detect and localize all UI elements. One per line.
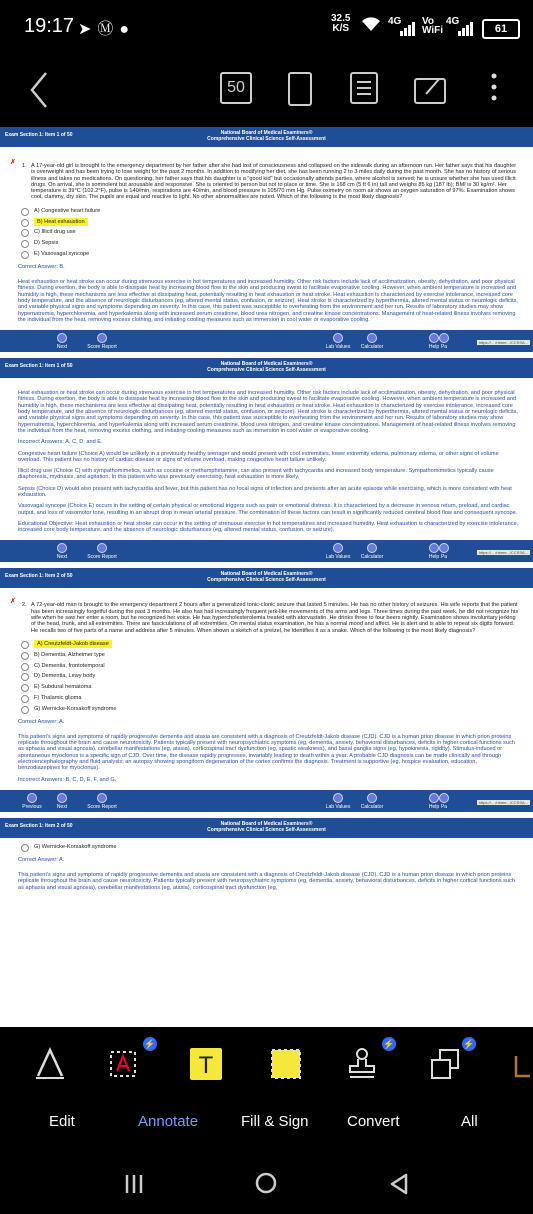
speed-unit: K/S: [332, 23, 350, 34]
option-label: G) Wernicke-Korsakoff syndrome: [34, 843, 117, 850]
correct-answer: Correct Answer: A.: [18, 856, 65, 863]
question-stem: [10, 159, 519, 201]
option-label: D) Dementia, Lewy body: [34, 673, 96, 680]
answer-option[interactable]: [18, 671, 519, 682]
score-report-icon: [97, 333, 107, 343]
pause-button[interactable]: [436, 793, 452, 810]
choice-a-explanation: Congestive heart failure (Choice A) would be unlikely in a previously healthy teenager and would present with cool extremities, lower extremity edema, pulmonary edema, or other signs of volume overload. This patient has no history of cardiac disease or signs of volume overload, making congestive heart failure unlikely.: [18, 450, 499, 463]
page-header: [0, 358, 533, 378]
tab-all[interactable]: All: [461, 1113, 478, 1130]
explanation-paragraph: This patient's signs and symptoms of rapidly progressive dementia and ataxia are consistent with a diagnosis of Creutzfeldt-Jakob disease (CJD). CJD is a human prion disease in which prion proteins replicate throughout the brain and cause neurotoxicity. Patients typically present with neuropsychiatric symptoms (eg, dementia, anxiety, behavioral disturbances, deficits in higher cortical functions such as aphasia and visual agnosia), cerebellar manifestations (eg, ataxia), corticospinal tract dysfunction (eg, spastic weakness), and basal ganglia signs (eg, hypokinesia, rigidity). Stimulus-induced or spontaneous myoclonus is a specific sign of CJD. Over time, the disease rapidly progresses, invariably leading to death within a year. A probable CJD diagnosis can be made clinically and through electroencephalography and fluid analysis; an autopsy showing spongiform degeneration of the cortex confirms the diagnosis. Treatment is supportive (eg, hospice evaluation, education, benzodiazepines for myoclonus).: [18, 733, 515, 772]
pdf-document-view[interactable]: [0, 127, 533, 1027]
home-icon[interactable]: [254, 1171, 278, 1200]
area-highlight-tool-icon[interactable]: [266, 1044, 306, 1084]
nbme-title: National Board of Medical Examiners®: [220, 361, 313, 368]
text-tool-glyph: T: [198, 1052, 214, 1079]
radio-button[interactable]: [21, 219, 29, 227]
clock: 19:17: [24, 15, 75, 37]
radio-button[interactable]: [21, 208, 29, 216]
score-report-button[interactable]: [82, 333, 122, 350]
url-stamp: https://... /nbme.../CCSSA...: [478, 550, 528, 556]
question-number: 2.: [22, 602, 27, 609]
exam-title: [0, 571, 533, 583]
help-label: Help: [428, 803, 440, 810]
correct-answer: Correct Answer: B.: [18, 263, 65, 270]
explanation-paragraph: Heat exhaustion or heat stroke can occur during strenuous exercise in hot temperatures and increased humidity. Other risk factors include lack of acclimatization, obesity, dehydration, and poor physical fitness. During exertion, the body is able to dissipate heat by increasing blood flow to the skin and producing sweat to facilitate evaporative cooling. However, when ambient temperature is increased and humidity is high, these mechanisms are less effective at dissipating heat, potentially resulting in heat exhaustion or heat stroke. Heat exhaustion is characterized by exercise intolerance, increased core body temperature, and the absence of neurologic disturbances (eg, altered mental status, confusion, or seizure). Heat stroke is characterized by hyperthermia, altered mental status or neurologic deficits, and variable physical signs and symptoms depending on severity. In this case, this patient was susceptible to overheating from the environment and her run. Results of laboratory studies may show hypernatremia, hyperchloremia, and hyperkalemia along with increased serum creatinine, blood urea nitrogen, and creatine kinase concentrations. Management of heat-related illness involves removing the individual from the heat, removing excess clothing, and initiating cooling measures such as immersion in cool water or evaporative cooling.: [18, 279, 518, 323]
tab-fill-sign[interactable]: Fill & Sign: [241, 1113, 309, 1130]
nbme-title: National Board of Medical Examiners®: [220, 820, 313, 827]
choice-c-explanation: Illicit drug use (Choice C) with sympathomimetics, such as cocaine or methamphetamine, can also present with tachycardia and increased body temperature. Sympathomimetics typically cause diaphoresis, mydriasis, and agitation. In this patient who was previously exercising, heat exhaustion is more likely.: [18, 468, 494, 481]
speed-value: 32.5: [331, 13, 351, 24]
choice-d-explanation: Sepsis (Choice D) would also present with tachycardia and fever, but this patient has no focal signs of infection and presents after an acute episode while exercising, which is more consistent with heat exhaustion.: [18, 485, 512, 498]
vowifi-label: [422, 17, 443, 35]
share-icon[interactable]: [414, 78, 446, 104]
explanation-paragraph: Heat exhaustion or heat stroke can occur during strenuous exercise in hot temperatures and increased humidity. Other risk factors include lack of acclimatization, obesity, dehydration, and poor physical fitness. During exertion, the body is able to dissipate heat by increasing blood flow to the skin and producing sweat to facilitate evaporative cooling. However, when ambient temperature is increased and humidity is high, these mechanisms are less effective at dissipating heat, potentially resulting in heat exhaustion or heat stroke. Heat exhaustion is characterized by exercise intolerance, increased core body temperature, and the absence of neurologic disturbances (eg, altered mental status, confusion, or seizure). Heat stroke is characterized by hyperthermia, altered mental status or neurologic deficits, and variable physical signs and symptoms depending on severity. In this case, this patient was susceptible to overheating from the environment and her run. Results of laboratory studies may show hypernatremia, hyperchloremia, and hyperkalemia along with increased serum creatinine, blood urea nitrogen, and creatine kinase concentrations. Management of heat-related illness involves removing the individual from the heat, removing excess clothing, and initiating cooling measures such as immersion in cool water or evaporative cooling.: [18, 390, 518, 434]
next-icon: [57, 543, 67, 553]
more-options-icon[interactable]: [490, 72, 498, 102]
option-label: C) Illicit drug use: [34, 229, 76, 236]
option-label: C) Dementia, frontotemporal: [34, 662, 105, 669]
correct-answer: Correct Answer: A.: [18, 718, 65, 725]
exam-title: [0, 821, 533, 833]
pause-icon: [439, 793, 449, 803]
answer-option[interactable]: [18, 650, 519, 661]
bottom-tool-panel: [0, 1027, 533, 1214]
lab-values-label: Lab Values: [325, 554, 351, 561]
page-header: [0, 127, 533, 147]
score-report-button[interactable]: [82, 543, 122, 560]
exam-section-label: Exam Section 1: Item 1 of 50: [5, 363, 73, 370]
lab-values-label: Lab Values: [325, 344, 351, 351]
answer-option-selected[interactable]: [18, 639, 519, 650]
calculator-label: Calculator: [360, 344, 384, 351]
vo-text: Vo: [422, 16, 435, 27]
answer-option-selected[interactable]: [18, 217, 519, 228]
exam-title: [0, 361, 533, 373]
option-label: F) Thalamic glioma: [34, 694, 82, 701]
signal-4g-label: 4G: [388, 16, 402, 27]
option-label: B) Heat exhaustion: [34, 218, 88, 226]
signal-icon-2: [458, 22, 474, 41]
assessment-title: Comprehensive Clinical Science Self-Assessment: [207, 826, 326, 833]
text-box-tool-icon[interactable]: [103, 1044, 143, 1084]
radio-button[interactable]: [21, 652, 29, 660]
signal-icon: [400, 22, 416, 41]
answer-option[interactable]: [18, 249, 519, 260]
incorrect-mark-icon: ✗: [10, 159, 16, 166]
calculator-label: Calculator: [360, 803, 384, 810]
option-label: A) Creutzfeldt-Jakob disease: [34, 640, 112, 648]
radio-button[interactable]: [21, 706, 29, 714]
tab-convert[interactable]: Convert: [347, 1113, 400, 1130]
pdf-page: [0, 818, 533, 898]
url-stamp: https://... /nbme.../CCSSA...: [478, 340, 528, 346]
pause-button[interactable]: [436, 333, 452, 350]
page-header: [0, 568, 533, 588]
radio-button[interactable]: [21, 641, 29, 649]
text-highlight-tool-icon[interactable]: [186, 1044, 226, 1084]
next-label: Next: [56, 803, 68, 810]
option-label: E) Vasovagal syncope: [34, 250, 90, 257]
previous-label: Previous: [22, 803, 42, 810]
wifi-text: WiFi: [422, 25, 444, 36]
next-icon: [57, 333, 67, 343]
tool-badge-icon: ⚡: [144, 1039, 156, 1049]
tool-badge-icon: ⚡: [383, 1039, 395, 1049]
question-number: 1.: [22, 163, 27, 169]
answer-option[interactable]: [18, 704, 519, 715]
option-label: G) Wernicke-Korsakoff syndrome: [34, 705, 117, 712]
exam-title: [0, 130, 533, 142]
score-report-icon: [97, 543, 107, 553]
tab-annotate[interactable]: Annotate: [138, 1113, 199, 1130]
stamp-tool-icon[interactable]: [342, 1044, 382, 1084]
radio-button[interactable]: [21, 229, 29, 237]
lab-values-label: Lab Values: [325, 803, 351, 810]
system-nav-bar: [0, 1157, 533, 1214]
help-label: Help: [428, 344, 440, 351]
assessment-title: Comprehensive Clinical Science Self-Assessment: [207, 136, 326, 142]
next-label: Next: [56, 344, 68, 351]
shape-tool-icon[interactable]: [426, 1044, 466, 1084]
radio-button[interactable]: [21, 251, 29, 259]
next-button[interactable]: [42, 793, 82, 810]
incorrect-mark-icon: ✗: [10, 598, 16, 606]
exam-section-label: Exam Section 1: Item 1 of 50: [5, 132, 73, 138]
calculator-icon: [367, 333, 377, 343]
answer-option[interactable]: [18, 682, 519, 693]
lab-values-icon: [333, 333, 343, 343]
answer-option[interactable]: [18, 661, 519, 672]
nbme-title: National Board of Medical Examiners®: [220, 571, 313, 578]
score-report-label: Score Report: [87, 344, 117, 351]
score-report-label: Score Report: [87, 803, 117, 810]
calculator-button[interactable]: [352, 333, 392, 350]
lab-values-icon: [333, 793, 343, 803]
signal-4g-label-2: 4G: [446, 16, 460, 27]
url-stamp: https://... /nbme.../CCSSA...: [478, 799, 528, 805]
radio-button[interactable]: [21, 695, 29, 703]
pdf-page: [0, 358, 533, 562]
question-stem: [10, 598, 519, 634]
tab-edit[interactable]: Edit: [49, 1113, 75, 1130]
tool-badge-icon: ⚡: [463, 1039, 475, 1049]
radio-button[interactable]: [21, 684, 29, 692]
calculator-button[interactable]: [352, 793, 392, 810]
calculator-label: Calculator: [360, 554, 384, 561]
answer-option[interactable]: [18, 842, 519, 853]
page-footer: [0, 790, 533, 812]
calculator-icon: [367, 543, 377, 553]
help-label: Help: [428, 554, 440, 561]
score-report-label: Score Report: [87, 554, 117, 561]
pen-tool-icon[interactable]: [30, 1044, 70, 1084]
pause-icon: [439, 333, 449, 343]
question-text: A 17-year-old girl is brought to the emergency department by her father after she had lost of consciousness and collapsed on the sidewalk during an afternoon run. Her father says that his daughter is overweight and has been trying to lose weight for the past 2 months. In addition to modifying her diet, she has been running 2 to 3 miles daily during the past month. She has no history of serious illness and takes no medications. On questioning, her father says that his daughter is a "good kid" but occasionally attends parties, where alcohol is served; he is unsure whether she has used illicit drugs. On arrival, she is somnolent but arousable and responsive. She is oriented to person but not to place or time. She is 168 cm (5 ft 6 in) tall and weighs 85 kg (187 lb); BMI is 30 kg/m². Her temperature is 39°C (102.2°F), pulse is 140/min, respirations are 40/min, and blood pressure is 105/70 mm Hg. Pulse oximetry on room air shows an oxygen saturation of 97%. Examination shows cool, clammy, dry skin. The pupils are equal and reactive to light. No other abnormalities are noted. Which of the following is the most likely diagnosis?: [31, 163, 517, 201]
app-toolbar: [0, 58, 533, 120]
wifi-icon: [361, 16, 381, 37]
option-label: B) Dementia, Alzheimer type: [34, 651, 105, 658]
notification-icons: ➤Ⓜ●: [78, 21, 136, 38]
question-text: A 72-year-old man is brought to the emergency department 2 hours after a generalized tonic-clonic seizure that lasted 5 minutes. He has no other history of seizures. His wife reports that the patient has been increasingly forgetful during the past 3 months. He also has had increasingly frequent jerk-like movements of the arms and legs. Three times during the past week, he did not recognize his wife when he saw her enter a room, but he recognized her voice. He has hypercholesterolemia treated with atorvastatin. He drinks three to four beers nightly. Examination shows involuntary jerking of the head, trunk, and all extremities. There are fasciculations of all extremities. On mental status examination, he has a normal mood and affect. He is alert and is able to repeat six digits forward. He recalls two of five parts of a name and address after 5 minutes. When shown a sketch of a pretzel, he identifies it as a snake. Which of the following is the most likely diagnosis?: [31, 602, 519, 634]
recent-apps-icon[interactable]: [123, 1173, 145, 1200]
pdf-page: [0, 127, 533, 352]
answer-option[interactable]: [18, 227, 519, 238]
nbme-title: National Board of Medical Examiners®: [220, 130, 313, 136]
answer-option[interactable]: [18, 238, 519, 249]
previous-icon: [27, 793, 37, 803]
next-icon: [57, 793, 67, 803]
incorrect-answers: Incorrect Answers: A, C, D, and E.: [18, 439, 103, 446]
radio-button[interactable]: [21, 240, 29, 248]
page-footer: [0, 540, 533, 562]
calculator-icon: [367, 793, 377, 803]
reading-mode-icon[interactable]: [288, 72, 312, 106]
status-bar: [0, 0, 533, 58]
pause-label: Pa: [440, 554, 448, 561]
radio-button[interactable]: [21, 673, 29, 681]
more-tool-icon[interactable]: [510, 1044, 533, 1084]
next-label: Next: [56, 554, 68, 561]
educational-objective: Educational Objective: Heat exhaustion or heat stroke can occur in the setting of strenuous exercise in hot temperatures and increased humidity. Heat exhaustion is characterized by exercise intolerance, increased core body temperature, and the absence of neurologic disturbances (eg, altered mental status, confusion, or seizure).: [18, 520, 519, 534]
exam-section-label: Exam Section 1: Item 2 of 50: [5, 573, 73, 580]
battery-icon: 61: [482, 19, 520, 39]
page-header: [0, 818, 533, 838]
explanation-paragraph: This patient's signs and symptoms of rapidly progressive dementia and ataxia are consistent with a diagnosis of Creutzfeldt-Jakob disease (CJD). CJD is a human prion disease in which prion proteins replicate throughout the brain and cause neurotoxicity. Patients typically present with neuropsychiatric symptoms (eg, dementia, anxiety, behavioral disturbances, deficits in higher cortical functions such as aphasia and visual agnosia), cerebellar manifestations (eg, ataxia), corticospinal tract dysfunction (eg,: [18, 872, 515, 891]
pause-button[interactable]: [436, 543, 452, 560]
pause-icon: [439, 543, 449, 553]
score-report-button[interactable]: [82, 793, 122, 810]
pause-label: Pa: [440, 803, 448, 810]
back-arrow-icon[interactable]: [28, 70, 50, 119]
pause-label: Pa: [440, 344, 448, 351]
option-label: A) Congestive heart failure: [34, 207, 101, 214]
pdf-page: [0, 568, 533, 811]
incorrect-answers: Incorrect Answers: B, C, D, E, F, and G.: [18, 776, 117, 783]
page-footer: [0, 330, 533, 352]
radio-button[interactable]: [21, 844, 29, 852]
answer-option[interactable]: [18, 693, 519, 704]
option-label: E) Subdural hematoma: [34, 684, 92, 691]
page-count-button[interactable]: 50: [220, 72, 252, 104]
network-speed: [331, 14, 350, 34]
exam-section-label: Exam Section 1: Item 2 of 50: [5, 822, 73, 829]
answer-option[interactable]: [18, 206, 519, 217]
next-button[interactable]: [42, 333, 82, 350]
next-button[interactable]: [42, 543, 82, 560]
radio-button[interactable]: [21, 663, 29, 671]
document-outline-icon[interactable]: [350, 72, 378, 104]
back-nav-icon[interactable]: [388, 1172, 410, 1201]
score-report-icon: [97, 793, 107, 803]
option-label: D) Sepsis: [34, 240, 59, 247]
choice-e-explanation: Vasovagal syncope (Choice E) occurs in the setting of certain physical or emotional triggers such as pain or emotional distress. It is characterized by a decrease in venous return, preload, and cardiac output, and loss of vasomotor tone, resulting in an abrupt drop in mean arterial pressure. The combination of these factors can result in significantly reduced cerebral blood flow and consequent syncope.: [18, 503, 518, 516]
calculator-button[interactable]: [352, 543, 392, 560]
assessment-title: Comprehensive Clinical Science Self-Assessment: [207, 367, 326, 374]
assessment-title: Comprehensive Clinical Science Self-Assessment: [207, 577, 326, 584]
lab-values-icon: [333, 543, 343, 553]
